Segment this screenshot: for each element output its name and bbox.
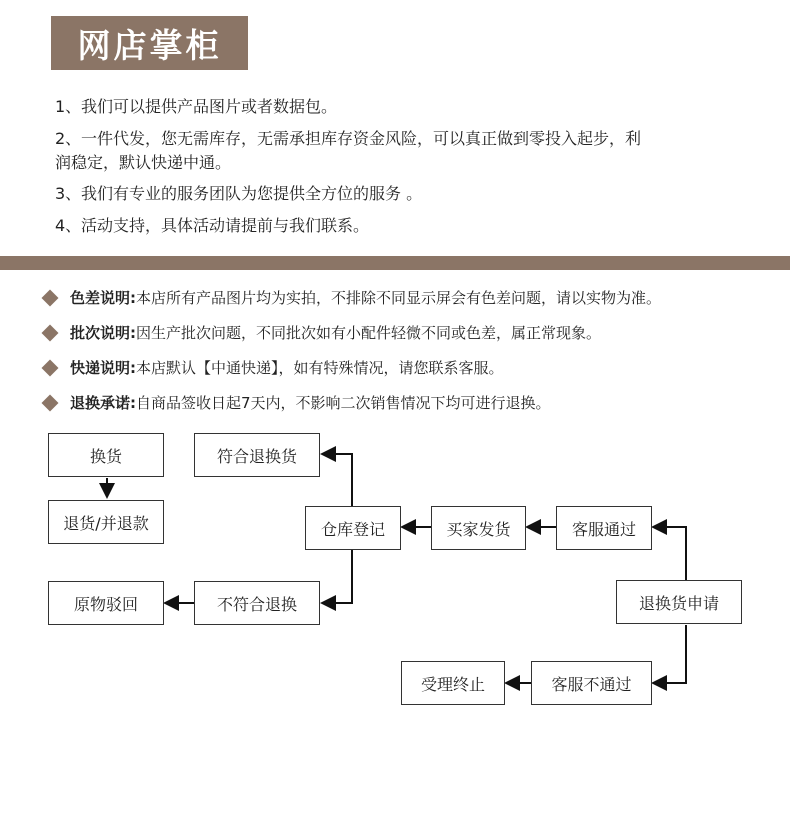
note-shipping: 快递说明: 本店默认【中通快递】，如有特殊情况，请您联系客服。 [44,357,504,378]
flow-terminate: 受理终止 [401,661,505,705]
flow-not-eligible: 不符合退换 [194,581,320,625]
page-title: 网店掌柜 [51,16,248,70]
point-item: 3、我们有专业的服务团队为您提供全方位的服务 。 [55,184,423,203]
flow-apply: 退换货申请 [616,580,742,624]
flow-exchange: 换货 [48,433,164,477]
point-item: 4、活动支持，具体活动请提前与我们联系。 [55,216,370,235]
flow-cs-fail: 客服不通过 [531,661,652,705]
point-item: 1、我们可以提供产品图片或者数据包。 [55,97,338,116]
point-item: 2、一件代发，您无需库存，无需承担库存资金风险，可以真正做到零投入起步，利 [55,129,642,148]
point-item-continued: 润稳定，默认快递中通。 [55,153,232,172]
flow-refund-return: 退货/并退款 [48,500,164,544]
note-batch: 批次说明: 因生产批次问题，不同批次如有小配件轻微不同或色差，属正常现象。 [44,322,601,343]
flow-original-return: 原物驳回 [48,581,164,625]
flow-eligible: 符合退换货 [194,433,320,477]
flow-warehouse-register: 仓库登记 [305,506,401,550]
flow-buyer-ship: 买家发货 [431,506,526,550]
flow-cs-pass: 客服通过 [556,506,652,550]
note-color: 色差说明: 本店所有产品图片均为实拍，不排除不同显示屏会有色差问题，请以实物为准。 [44,287,661,308]
note-return: 退换承诺: 自商品签收日起7天内，不影响二次销售情况下均可进行退换。 [44,392,551,413]
